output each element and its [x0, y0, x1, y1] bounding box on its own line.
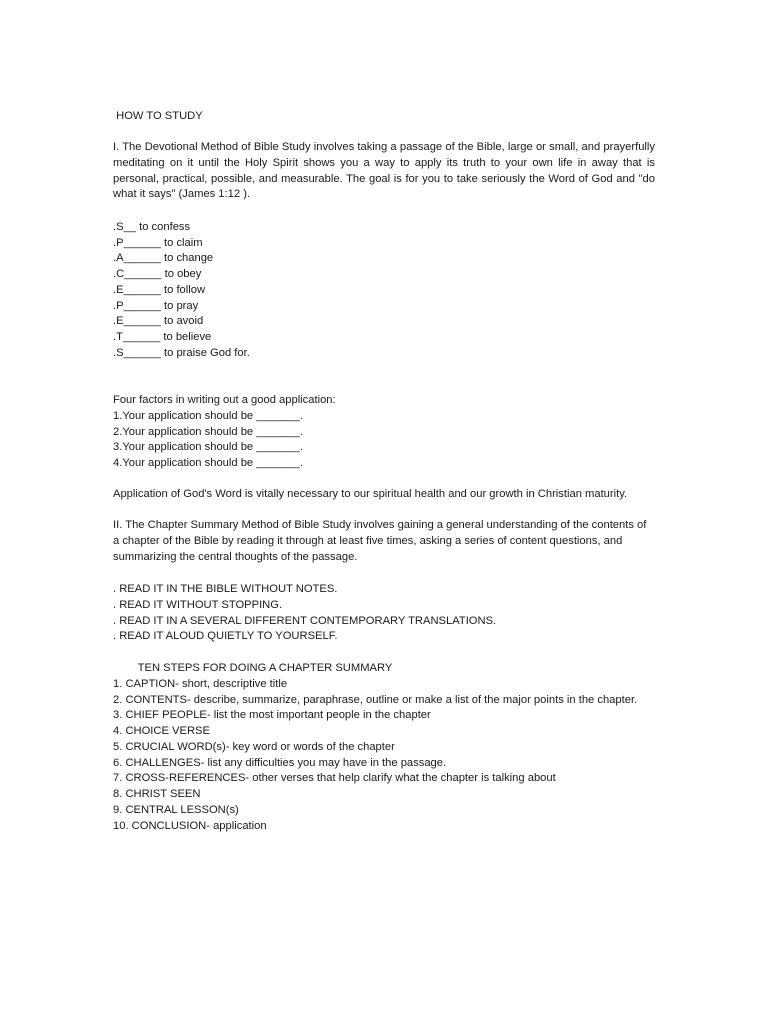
list-item: 9. CENTRAL LESSON(s) [113, 804, 239, 816]
list-item: 2. CONTENTS- describe, summarize, paraphrase, outline or make a list of the major points in the chapter. [113, 694, 638, 706]
list-item: .E______ to follow [113, 284, 206, 296]
list-item: .S______ to praise God for. [113, 347, 250, 359]
application-closing: Application of God's Word is vitally necessary to our spiritual health and our growth in Christian maturity. [113, 488, 628, 500]
list-item: 8. CHRIST SEEN [113, 788, 201, 800]
list-item: 3.Your application should be _______. [113, 441, 303, 453]
list-item: .E______ to avoid [113, 315, 204, 327]
chapter-summary-paragraph: II. The Chapter Summary Method of Bible Study involves gaining a general understanding of the contents of a chapter of the Bible by reading it through at least five times, asking a series of content questions, and summarizing the central thoughts of the passage. [113, 519, 647, 563]
list-item: . READ IT IN A SEVERAL DIFFERENT CONTEMPORARY TRANSLATIONS. [113, 615, 497, 627]
devotional-method-paragraph: I. The Devotional Method of Bible Study involves taking a passage of the Bible, large or small, and prayerfully meditating on it until the Holy Spirit shows you a way to apply its truth to your own life in away that is personal, practical, possible, and measurable. The goal is for you to take seriously the Word of God and "do what it says" (James 1:12 ). [113, 141, 655, 201]
list-item: 3. CHIEF PEOPLE- list the most important people in the chapter [113, 709, 431, 721]
list-item: 2.Your application should be _______. [113, 426, 303, 438]
list-item: .P______ to claim [113, 237, 203, 249]
list-item: 4. CHOICE VERSE [113, 725, 210, 737]
list-item: 4.Your application should be _______. [113, 457, 303, 469]
list-item: . READ IT ALOUD QUIETLY TO YOURSELF. [113, 630, 338, 642]
list-item: .T______ to believe [113, 331, 212, 343]
list-item: 1.Your application should be _______. [113, 410, 303, 422]
list-item: .P______ to pray [113, 300, 199, 312]
list-item: . READ IT WITHOUT STOPPING. [113, 599, 283, 611]
document-title: HOW TO STUDY [113, 110, 203, 122]
list-item: .A______ to change [113, 252, 214, 264]
list-item: .C______ to obey [113, 268, 202, 280]
list-item: . READ IT IN THE BIBLE WITHOUT NOTES. [113, 583, 338, 595]
list-item: 10. CONCLUSION- application [113, 820, 267, 832]
list-item: 1. CAPTION- short, descriptive title [113, 678, 288, 690]
list-item: 5. CRUCIAL WORD(s)- key word or words of the chapter [113, 741, 395, 753]
list-item: 6. CHALLENGES- list any difficulties you may have in the passage. [113, 757, 447, 769]
factors-heading: Four factors in writing out a good application: [113, 394, 336, 406]
steps-heading: TEN STEPS FOR DOING A CHAPTER SUMMARY [113, 662, 393, 674]
list-item: 7. CROSS-REFERENCES- other verses that help clarify what the chapter is talking about [113, 772, 556, 784]
list-item: .S__ to confess [113, 221, 191, 233]
